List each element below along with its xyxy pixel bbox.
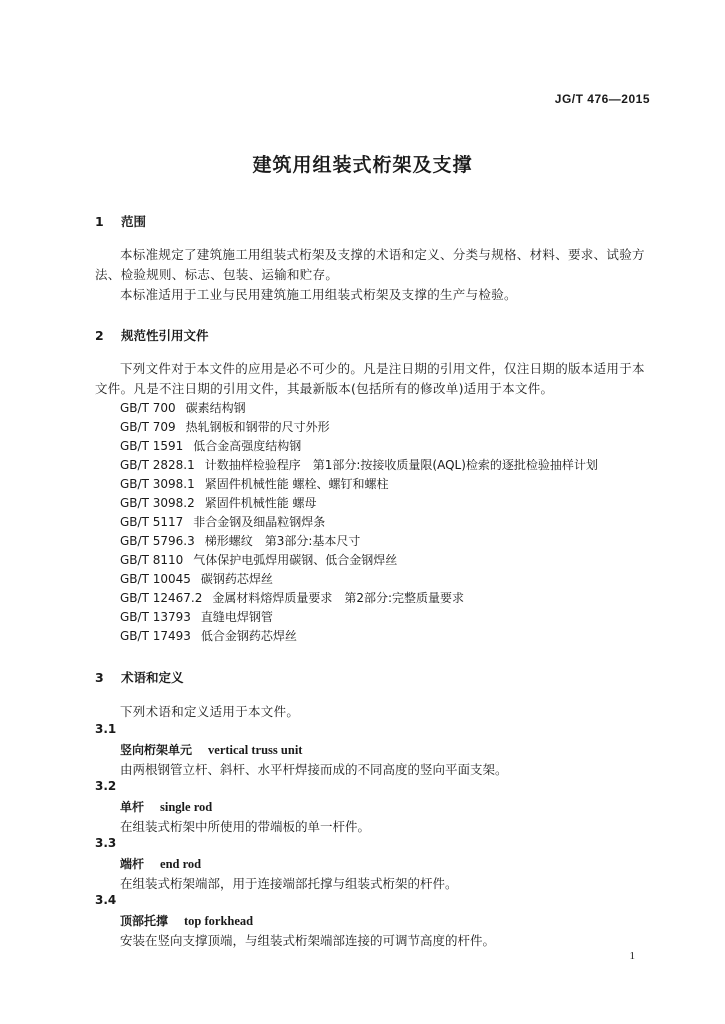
term-en: end rod [160, 857, 202, 871]
reference-code: GB/T 12467.2 [120, 591, 203, 605]
section-title: 规范性引用文件 [121, 328, 209, 343]
term-definition: 安装在竖向支撑顶端，与组装式桁架端部连接的可调节高度的杆件。 [120, 933, 496, 948]
reference-title: 直缝电焊钢管 [200, 610, 273, 624]
reference-code: GB/T 13793 [120, 610, 191, 624]
term-number: 3.4 [95, 893, 117, 907]
section-1-heading [95, 212, 146, 230]
term-name [120, 912, 253, 929]
reference-item [120, 570, 660, 589]
reference-code: GB/T 10045 [120, 572, 191, 586]
term-zh: 端杆 [120, 857, 145, 871]
reference-title: 计数抽样检验程序 第1部分:按接收质量限(AQL)检索的逐批检验抽样计划 [204, 458, 598, 472]
reference-title: 紧固件机械性能 螺母 [204, 496, 317, 510]
reference-item [120, 608, 660, 627]
reference-code: GB/T 700 [120, 401, 176, 415]
term-name [120, 798, 212, 815]
reference-title: 气体保护电弧焊用碳钢、低合金钢焊丝 [193, 553, 398, 567]
reference-title: 紧固件机械性能 螺栓、螺钉和螺柱 [204, 477, 389, 491]
section-2-heading [95, 326, 209, 344]
reference-title: 低合金高强度结构钢 [193, 439, 302, 453]
reference-item [120, 494, 660, 513]
reference-item [120, 627, 660, 646]
term-definition: 在组装式桁架中所使用的带端板的单一杆件。 [120, 819, 371, 834]
reference-title: 碳钢药芯焊丝 [200, 572, 273, 586]
section-title: 范围 [121, 214, 147, 229]
reference-title: 碳素结构钢 [185, 401, 246, 415]
reference-code: GB/T 5796.3 [120, 534, 195, 548]
reference-code: GB/T 3098.2 [120, 496, 195, 510]
section-2-intro: 下列文件对于本文件的应用是必不可少的。凡是注日期的引用文件，仅注日期的版本适用于本文件。凡是不注日期的引用文件，其最新版本(包括所有的修改单)适用于本文件。 [95, 361, 645, 396]
term-zh: 顶部托撑 [120, 914, 169, 928]
section-1-paragraph-1: 本标准规定了建筑施工用组装式桁架及支撑的术语和定义、分类与规格、材料、要求、试验方法、检验规则、标志、包装、运输和贮存。 [95, 247, 645, 282]
section-number: 3 [95, 670, 104, 685]
section-number: 1 [95, 214, 104, 229]
reference-item [120, 475, 660, 494]
reference-code: GB/T 3098.1 [120, 477, 195, 491]
standard-code: JG/T 476—2015 [554, 92, 650, 106]
reference-item [120, 551, 660, 570]
reference-title: 非合金钢及细晶粒钢焊条 [193, 515, 326, 529]
page-number: 1 [629, 950, 635, 962]
reference-item [120, 437, 660, 456]
reference-title: 热轧钢板和钢带的尺寸外形 [185, 420, 330, 434]
section-title: 术语和定义 [121, 670, 184, 685]
term-name [120, 741, 302, 758]
section-1-paragraph-2: 本标准适用于工业与民用建筑施工用组装式桁架及支撑的生产与检验。 [120, 287, 517, 302]
term-en: top forkhead [184, 914, 254, 928]
reference-item [120, 399, 660, 418]
term-en: single rod [160, 800, 213, 814]
reference-item [120, 418, 660, 437]
reference-item [120, 589, 660, 608]
document-title: 建筑用组装式桁架及支撑 [252, 154, 473, 176]
term-definition: 由两根钢管立杆、斜杆、水平杆焊接而成的不同高度的竖向平面支架。 [120, 762, 508, 777]
reference-code: GB/T 5117 [120, 515, 184, 529]
section-3-heading [95, 668, 184, 686]
reference-code: GB/T 1591 [120, 439, 184, 453]
term-zh: 竖向桁架单元 [120, 743, 193, 757]
section-number: 2 [95, 328, 104, 343]
reference-title: 梯形螺纹 第3部分:基本尺寸 [204, 534, 361, 548]
reference-code: GB/T 17493 [120, 629, 191, 643]
term-number: 3.3 [95, 836, 117, 850]
term-number: 3.1 [95, 722, 117, 736]
reference-item [120, 532, 660, 551]
reference-title: 低合金钢药芯焊丝 [200, 629, 297, 643]
reference-code: GB/T 2828.1 [120, 458, 195, 472]
reference-item [120, 456, 660, 475]
reference-item [120, 513, 660, 532]
term-zh: 单杆 [120, 800, 145, 814]
reference-list [120, 399, 660, 646]
reference-code: GB/T 709 [120, 420, 176, 434]
term-number: 3.2 [95, 779, 117, 793]
term-en: vertical truss unit [208, 743, 303, 757]
reference-title: 金属材料熔焊质量要求 第2部分:完整质量要求 [212, 591, 465, 605]
term-name [120, 855, 201, 872]
reference-code: GB/T 8110 [120, 553, 184, 567]
section-3-intro: 下列术语和定义适用于本文件。 [120, 704, 300, 719]
term-definition: 在组装式桁架端部，用于连接端部托撑与组装式桁架的杆件。 [120, 876, 458, 891]
